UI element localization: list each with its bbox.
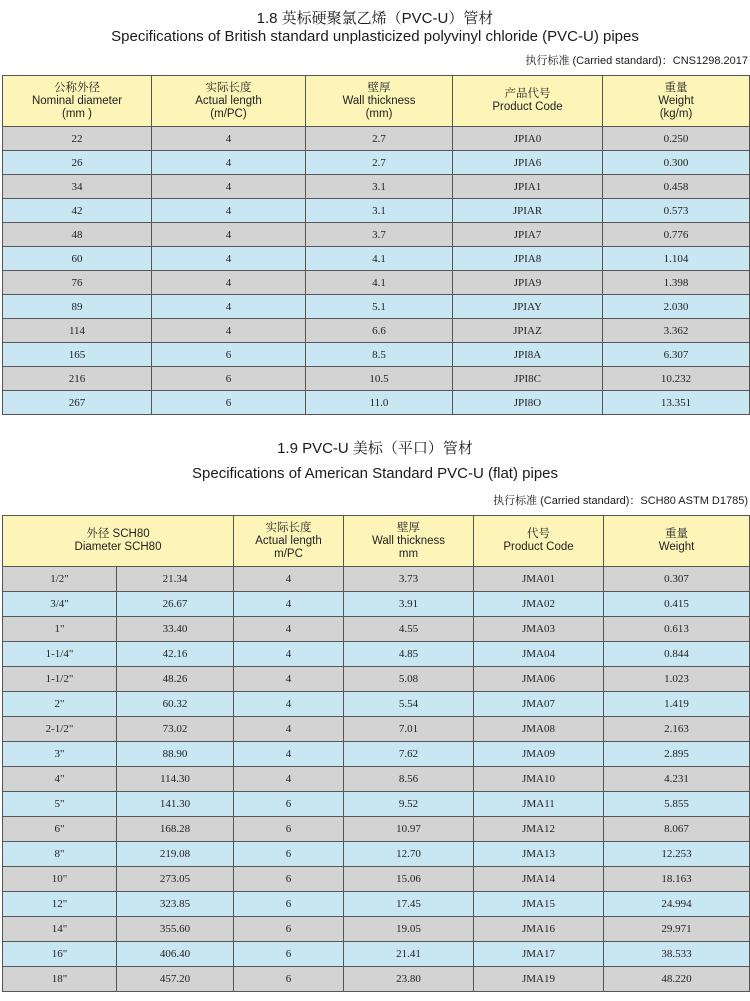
table-cell: JMA06 <box>474 667 604 692</box>
table-cell: 0.458 <box>603 175 750 199</box>
table-cell: 5.54 <box>344 692 474 717</box>
table-cell: 18.163 <box>604 867 750 892</box>
british-table-body <box>3 127 750 415</box>
table-cell: JMA12 <box>474 817 604 842</box>
table-row <box>3 391 750 415</box>
table-cell: 1" <box>3 617 117 642</box>
table-cell: 1.398 <box>603 271 750 295</box>
table-cell: JMA13 <box>474 842 604 867</box>
table-cell: 165 <box>3 343 152 367</box>
table-cell: 6 <box>234 842 344 867</box>
table-cell: 0.776 <box>603 223 750 247</box>
table-cell: JPI8O <box>453 391 603 415</box>
table-cell: 9.52 <box>344 792 474 817</box>
table-cell: 7.62 <box>344 742 474 767</box>
table-cell: 6.6 <box>306 319 453 343</box>
table-cell: 6 <box>234 942 344 967</box>
table-cell: 4 <box>152 127 306 151</box>
table-row <box>3 917 750 942</box>
table-cell: 4 <box>152 151 306 175</box>
table-cell: 0.307 <box>604 567 750 592</box>
table-cell: 48.26 <box>117 667 234 692</box>
table-cell: 10.5 <box>306 367 453 391</box>
table-cell: 60 <box>3 247 152 271</box>
table-cell: 6.307 <box>603 343 750 367</box>
table-cell: 33.40 <box>117 617 234 642</box>
table-cell: 1-1/4" <box>3 642 117 667</box>
table-cell: 34 <box>3 175 152 199</box>
table-row <box>3 367 750 391</box>
table-cell: 24.994 <box>604 892 750 917</box>
table-row <box>3 592 750 617</box>
table-cell: 4.231 <box>604 767 750 792</box>
table-cell: 2" <box>3 692 117 717</box>
table-cell: 4.55 <box>344 617 474 642</box>
table-cell: 17.45 <box>344 892 474 917</box>
table-cell: 29.971 <box>604 917 750 942</box>
table-cell: 42 <box>3 199 152 223</box>
table-cell: 19.05 <box>344 917 474 942</box>
header-diameter-sch80: 外径 SCH80 Diameter SCH80 <box>3 516 234 567</box>
table-cell: 0.415 <box>604 592 750 617</box>
header-product-code: 产品代号 Product Code <box>453 76 603 127</box>
header-product-code: 代号 Product Code <box>474 516 604 567</box>
table-row <box>3 942 750 967</box>
american-table-body <box>3 567 750 992</box>
table-cell: 4 <box>234 717 344 742</box>
table-row <box>3 617 750 642</box>
header-actual-length: 实际长度 Actual length (m/PC) <box>152 76 306 127</box>
table-cell: 141.30 <box>117 792 234 817</box>
table-cell: 114.30 <box>117 767 234 792</box>
table-cell: 26 <box>3 151 152 175</box>
section2-title-cn: 1.9 PVC-U 美标（平口）管材 <box>277 440 473 457</box>
table-cell: 14" <box>3 917 117 942</box>
table-cell: 3.7 <box>306 223 453 247</box>
section1-title-cn: 1.8 英标硬聚氯乙烯（PVC-U）管材 <box>256 10 494 27</box>
table-cell: 6 <box>234 867 344 892</box>
table-cell: 2.030 <box>603 295 750 319</box>
table-row <box>3 343 750 367</box>
table-cell: 76 <box>3 271 152 295</box>
table-cell: 89 <box>3 295 152 319</box>
table-cell: 6 <box>152 343 306 367</box>
table-cell: 4 <box>152 247 306 271</box>
table-cell: 5.1 <box>306 295 453 319</box>
table-cell: 4 <box>152 199 306 223</box>
table-cell: JMA01 <box>474 567 604 592</box>
table-cell: JPI8C <box>453 367 603 391</box>
table-row <box>3 199 750 223</box>
table-row <box>3 892 750 917</box>
table-header-row <box>3 76 750 127</box>
table-cell: JMA09 <box>474 742 604 767</box>
table-cell: 15.06 <box>344 867 474 892</box>
table-cell: 3" <box>3 742 117 767</box>
table-cell: 2.163 <box>604 717 750 742</box>
table-cell: 8.067 <box>604 817 750 842</box>
table-row <box>3 223 750 247</box>
section2-standard: 执行标准 (Carried standard)：SCH80 ASTM D1785) <box>493 495 748 507</box>
table-cell: JPI8A <box>453 343 603 367</box>
table-cell: 5.08 <box>344 667 474 692</box>
table-row <box>3 742 750 767</box>
table-row <box>3 767 750 792</box>
table-cell: 60.32 <box>117 692 234 717</box>
table-cell: 6 <box>234 817 344 842</box>
table-cell: 6 <box>152 391 306 415</box>
table-row <box>3 247 750 271</box>
table-cell: 267 <box>3 391 152 415</box>
section1-standard: 执行标准 (Carried standard)：CNS1298.2017 <box>525 55 748 67</box>
table-cell: 0.300 <box>603 151 750 175</box>
table-cell: 4 <box>152 319 306 343</box>
table-cell: 38.533 <box>604 942 750 967</box>
table-cell: 1.419 <box>604 692 750 717</box>
table-cell: 216 <box>3 367 152 391</box>
table-cell: 6 <box>234 892 344 917</box>
table-cell: 3/4" <box>3 592 117 617</box>
table-cell: 4" <box>3 767 117 792</box>
table-cell: JPIA6 <box>453 151 603 175</box>
table-cell: JMA19 <box>474 967 604 992</box>
table-cell: JPIA1 <box>453 175 603 199</box>
table-cell: JMA08 <box>474 717 604 742</box>
table-cell: 0.613 <box>604 617 750 642</box>
table-row <box>3 271 750 295</box>
table-cell: 457.20 <box>117 967 234 992</box>
table-cell: 48 <box>3 223 152 247</box>
table-cell: JPIAR <box>453 199 603 223</box>
table-cell: JMA10 <box>474 767 604 792</box>
table-cell: 88.90 <box>117 742 234 767</box>
table-cell: 323.85 <box>117 892 234 917</box>
table-row <box>3 692 750 717</box>
table-cell: 18" <box>3 967 117 992</box>
table-cell: 10" <box>3 867 117 892</box>
section2-title-en: Specifications of American Standard PVC-U (flat) pipes <box>192 465 558 482</box>
table-row <box>3 792 750 817</box>
table-row <box>3 842 750 867</box>
table-row <box>3 567 750 592</box>
table-cell: 16" <box>3 942 117 967</box>
table-cell: JMA03 <box>474 617 604 642</box>
table-cell: 4.1 <box>306 271 453 295</box>
table-cell: 10.232 <box>603 367 750 391</box>
table-cell: 12" <box>3 892 117 917</box>
table-cell: 4 <box>152 175 306 199</box>
table-row <box>3 642 750 667</box>
header-wall-thickness: 壁厚 Wall thickness mm <box>344 516 474 567</box>
header-weight: 重量 Weight <box>604 516 750 567</box>
table-cell: 8" <box>3 842 117 867</box>
table-cell: JMA14 <box>474 867 604 892</box>
table-cell: JPIA7 <box>453 223 603 247</box>
table-cell: 1.023 <box>604 667 750 692</box>
table-cell: 5" <box>3 792 117 817</box>
table-cell: 3.73 <box>344 567 474 592</box>
table-cell: 1/2" <box>3 567 117 592</box>
table-cell: JPIA9 <box>453 271 603 295</box>
table-cell: 4 <box>152 271 306 295</box>
table-cell: 6 <box>234 917 344 942</box>
table-cell: 4 <box>234 667 344 692</box>
table-cell: 4 <box>234 567 344 592</box>
table-cell: JMA07 <box>474 692 604 717</box>
table-cell: 4.85 <box>344 642 474 667</box>
table-cell: 4 <box>152 295 306 319</box>
table-cell: 0.250 <box>603 127 750 151</box>
table-row <box>3 295 750 319</box>
table-cell: 10.97 <box>344 817 474 842</box>
table-cell: 4 <box>234 767 344 792</box>
table-cell: JMA17 <box>474 942 604 967</box>
header-actual-length: 实际长度 Actual length m/PC <box>234 516 344 567</box>
table-cell: 6 <box>234 792 344 817</box>
table-cell: 4 <box>152 223 306 247</box>
table-cell: 8.5 <box>306 343 453 367</box>
table-cell: 12.253 <box>604 842 750 867</box>
table-cell: JMA11 <box>474 792 604 817</box>
table-cell: 48.220 <box>604 967 750 992</box>
table-cell: 73.02 <box>117 717 234 742</box>
table-cell: JPIA8 <box>453 247 603 271</box>
table-cell: 6 <box>234 967 344 992</box>
table-cell: JMA04 <box>474 642 604 667</box>
table-row <box>3 151 750 175</box>
table-cell: 3.362 <box>603 319 750 343</box>
table-cell: 3.1 <box>306 175 453 199</box>
table-row <box>3 817 750 842</box>
table-row <box>3 867 750 892</box>
table-cell: 219.08 <box>117 842 234 867</box>
table-cell: 168.28 <box>117 817 234 842</box>
table-header-row <box>3 516 750 567</box>
table-cell: 2.7 <box>306 151 453 175</box>
table-cell: 4.1 <box>306 247 453 271</box>
table-row <box>3 667 750 692</box>
table-cell: 406.40 <box>117 942 234 967</box>
table-cell: 2.895 <box>604 742 750 767</box>
table-cell: 23.80 <box>344 967 474 992</box>
table-cell: JMA15 <box>474 892 604 917</box>
table-cell: 2-1/2" <box>3 717 117 742</box>
section1-title-en: Specifications of British standard unplasticized polyvinyl chloride (PVC-U) pipes <box>111 28 639 45</box>
table-row <box>3 967 750 992</box>
table-cell: 2.7 <box>306 127 453 151</box>
table-cell: 4 <box>234 592 344 617</box>
header-nominal-diameter: 公称外径 Nominal diameter (mm ) <box>3 76 152 127</box>
table-cell: JPIAY <box>453 295 603 319</box>
table-cell: 5.855 <box>604 792 750 817</box>
table-cell: 12.70 <box>344 842 474 867</box>
table-cell: JMA16 <box>474 917 604 942</box>
header-wall-thickness: 壁厚 Wall thickness (mm) <box>306 76 453 127</box>
table-cell: 6 <box>152 367 306 391</box>
table-cell: 0.844 <box>604 642 750 667</box>
table-cell: 6" <box>3 817 117 842</box>
american-standard-table <box>2 515 750 992</box>
british-standard-table <box>2 75 750 415</box>
table-cell: 22 <box>3 127 152 151</box>
table-cell: 273.05 <box>117 867 234 892</box>
table-cell: 4 <box>234 617 344 642</box>
table-cell: 114 <box>3 319 152 343</box>
table-cell: 13.351 <box>603 391 750 415</box>
table-cell: 26.67 <box>117 592 234 617</box>
table-cell: 21.41 <box>344 942 474 967</box>
table-cell: 21.34 <box>117 567 234 592</box>
table-cell: 3.91 <box>344 592 474 617</box>
table-row <box>3 175 750 199</box>
table-row <box>3 717 750 742</box>
table-cell: 11.0 <box>306 391 453 415</box>
table-cell: 3.1 <box>306 199 453 223</box>
table-row <box>3 127 750 151</box>
table-cell: 355.60 <box>117 917 234 942</box>
table-cell: JPIAZ <box>453 319 603 343</box>
table-cell: 1-1/2" <box>3 667 117 692</box>
table-cell: 0.573 <box>603 199 750 223</box>
table-cell: 8.56 <box>344 767 474 792</box>
table-cell: 1.104 <box>603 247 750 271</box>
table-cell: 4 <box>234 742 344 767</box>
table-cell: 4 <box>234 692 344 717</box>
table-cell: JMA02 <box>474 592 604 617</box>
table-row <box>3 319 750 343</box>
table-cell: 7.01 <box>344 717 474 742</box>
header-weight: 重量 Weight (kg/m) <box>603 76 750 127</box>
table-cell: 42.16 <box>117 642 234 667</box>
table-cell: 4 <box>234 642 344 667</box>
table-cell: JPIA0 <box>453 127 603 151</box>
